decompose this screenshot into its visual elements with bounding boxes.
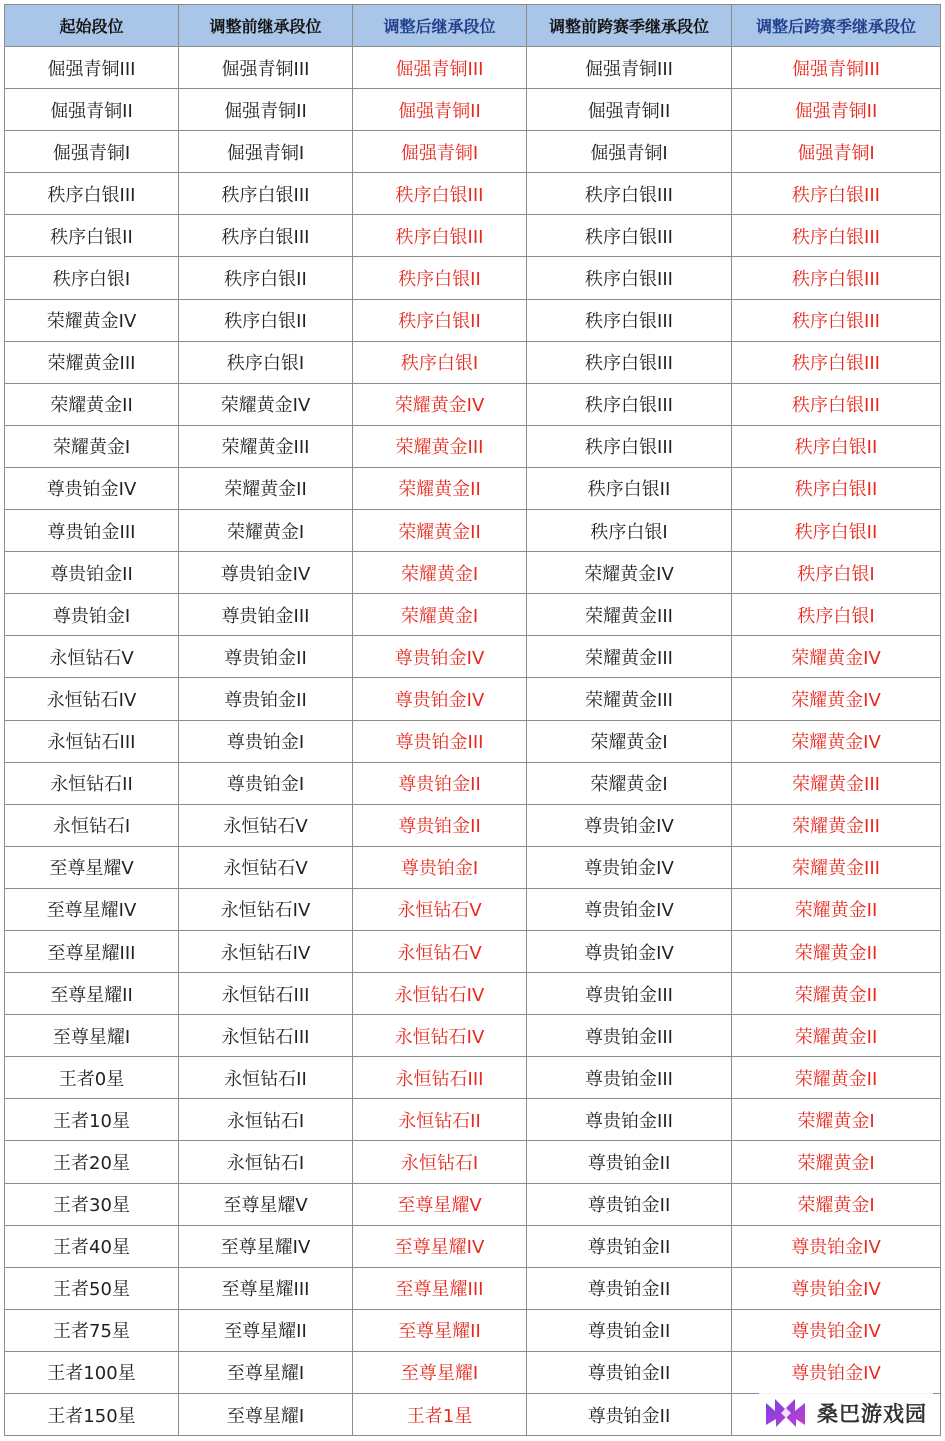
header-after-cross-season: 调整后跨赛季继承段位	[732, 5, 941, 47]
table-row	[5, 173, 941, 215]
table-cell: 王者0星	[5, 1057, 179, 1099]
table-cell: 秩序白银III	[353, 215, 527, 257]
watermark-text: 桑巴游戏园	[817, 1402, 927, 1426]
table-row	[5, 215, 941, 257]
table-cell: 尊贵铂金I	[5, 594, 179, 636]
table-cell: 秩序白银III	[527, 215, 732, 257]
table-row	[5, 1141, 941, 1183]
table-cell: 倔强青铜III	[353, 47, 527, 89]
table-cell: 至尊星耀III	[353, 1267, 527, 1309]
table-cell: 秩序白银III	[527, 383, 732, 425]
table-cell: 倔强青铜II	[732, 89, 941, 131]
table-row	[5, 1183, 941, 1225]
table-cell: 尊贵铂金II	[527, 1394, 732, 1436]
table-cell: 永恒钻石III	[353, 1057, 527, 1099]
watermark	[759, 1391, 933, 1435]
table-row	[5, 846, 941, 888]
rank-inheritance-table	[4, 4, 941, 1436]
table-cell: 尊贵铂金II	[5, 552, 179, 594]
table-cell: 秩序白银III	[527, 341, 732, 383]
table-row	[5, 888, 941, 930]
table-cell: 秩序白银II	[732, 510, 941, 552]
table-cell: 王者1星	[353, 1394, 527, 1436]
table-cell: 永恒钻石I	[179, 1099, 353, 1141]
table-cell: 秩序白银I	[353, 341, 527, 383]
table-cell: 荣耀黄金II	[179, 467, 353, 509]
table-cell: 至尊星耀I	[179, 1351, 353, 1393]
table-cell: 秩序白银III	[353, 173, 527, 215]
table-cell: 永恒钻石II	[353, 1099, 527, 1141]
table-cell: 荣耀黄金II	[732, 973, 941, 1015]
table-cell: 尊贵铂金IV	[353, 636, 527, 678]
table-cell: 尊贵铂金IV	[527, 846, 732, 888]
table-cell: 荣耀黄金IV	[179, 383, 353, 425]
table-cell: 倔强青铜III	[527, 47, 732, 89]
table-cell: 秩序白银III	[527, 299, 732, 341]
table-cell: 尊贵铂金III	[353, 720, 527, 762]
table-cell: 秩序白银II	[732, 425, 941, 467]
table-cell: 永恒钻石III	[5, 720, 179, 762]
table-row	[5, 1225, 941, 1267]
table-row	[5, 257, 941, 299]
table-cell: 尊贵铂金II	[527, 1351, 732, 1393]
sangba-logo-icon	[763, 1395, 809, 1431]
table-row	[5, 425, 941, 467]
table-cell: 至尊星耀IV	[179, 1225, 353, 1267]
table-cell: 至尊星耀III	[179, 1267, 353, 1309]
table-cell: 荣耀黄金IV	[353, 383, 527, 425]
table-cell: 荣耀黄金II	[732, 1015, 941, 1057]
table-cell: 荣耀黄金II	[353, 467, 527, 509]
table-cell: 永恒钻石V	[179, 804, 353, 846]
table-cell: 秩序白银I	[732, 552, 941, 594]
table-row	[5, 594, 941, 636]
table-cell: 尊贵铂金IV	[732, 1309, 941, 1351]
table-cell: 倔强青铜II	[5, 89, 179, 131]
table-cell: 秩序白银II	[179, 299, 353, 341]
table-cell: 荣耀黄金I	[353, 552, 527, 594]
table-cell: 荣耀黄金IV	[732, 678, 941, 720]
table-cell: 永恒钻石IV	[179, 930, 353, 972]
table-cell: 至尊星耀III	[5, 930, 179, 972]
table-cell: 荣耀黄金III	[527, 594, 732, 636]
table-cell: 秩序白银III	[732, 215, 941, 257]
table-cell: 尊贵铂金III	[527, 1099, 732, 1141]
table-cell: 秩序白银III	[732, 173, 941, 215]
table-cell: 荣耀黄金III	[732, 762, 941, 804]
table-cell: 尊贵铂金IV	[527, 804, 732, 846]
table-cell: 荣耀黄金III	[353, 425, 527, 467]
table-cell: 永恒钻石V	[179, 846, 353, 888]
table-row	[5, 510, 941, 552]
table-cell: 秩序白银III	[179, 173, 353, 215]
table-row	[5, 762, 941, 804]
table-cell: 永恒钻石V	[353, 930, 527, 972]
table-cell: 尊贵铂金III	[527, 973, 732, 1015]
table-row	[5, 1351, 941, 1393]
table-cell: 永恒钻石IV	[5, 678, 179, 720]
table-cell: 王者40星	[5, 1225, 179, 1267]
table-cell: 永恒钻石II	[5, 762, 179, 804]
header-before-cross-season: 调整前跨赛季继承段位	[527, 5, 732, 47]
table-cell: 秩序白银III	[732, 383, 941, 425]
table-cell: 秩序白银II	[527, 467, 732, 509]
table-cell: 尊贵铂金III	[179, 594, 353, 636]
table-cell: 至尊星耀V	[5, 846, 179, 888]
table-cell: 倔强青铜II	[179, 89, 353, 131]
header-before-inherit: 调整前继承段位	[179, 5, 353, 47]
table-cell: 尊贵铂金II	[353, 804, 527, 846]
table-cell: 荣耀黄金I	[732, 1099, 941, 1141]
table-cell: 永恒钻石V	[353, 888, 527, 930]
table-cell: 倔强青铜I	[179, 131, 353, 173]
table-cell: 尊贵铂金I	[353, 846, 527, 888]
table-cell: 秩序白银III	[5, 173, 179, 215]
table-cell: 荣耀黄金II	[5, 383, 179, 425]
table-cell: 至尊星耀I	[5, 1015, 179, 1057]
table-cell: 尊贵铂金II	[527, 1141, 732, 1183]
table-cell: 荣耀黄金II	[732, 930, 941, 972]
table-cell: 荣耀黄金I	[732, 1183, 941, 1225]
table-cell: 秩序白银II	[732, 467, 941, 509]
table-cell: 荣耀黄金III	[732, 804, 941, 846]
table-cell: 永恒钻石I	[179, 1141, 353, 1183]
table-cell: 秩序白银II	[5, 215, 179, 257]
table-cell: 荣耀黄金I	[5, 425, 179, 467]
table-cell: 尊贵铂金II	[353, 762, 527, 804]
table-cell: 王者10星	[5, 1099, 179, 1141]
table-row	[5, 636, 941, 678]
table-cell: 至尊星耀II	[353, 1309, 527, 1351]
table-cell: 至尊星耀II	[5, 973, 179, 1015]
table-cell: 尊贵铂金IV	[527, 888, 732, 930]
table-cell: 至尊星耀I	[179, 1394, 353, 1436]
table-cell: 尊贵铂金IV	[179, 552, 353, 594]
table-cell: 尊贵铂金IV	[732, 1225, 941, 1267]
table-cell: 秩序白银III	[179, 215, 353, 257]
table-cell: 王者30星	[5, 1183, 179, 1225]
table-cell: 永恒钻石I	[5, 804, 179, 846]
table-cell: 尊贵铂金III	[527, 1057, 732, 1099]
table-cell: 尊贵铂金IV	[732, 1267, 941, 1309]
table-cell: 秩序白银III	[527, 257, 732, 299]
table-cell: 尊贵铂金I	[179, 762, 353, 804]
table-cell: 尊贵铂金II	[179, 678, 353, 720]
table-cell: 至尊星耀I	[353, 1351, 527, 1393]
table-cell: 尊贵铂金II	[527, 1267, 732, 1309]
table-cell: 秩序白银II	[353, 257, 527, 299]
table-row	[5, 1057, 941, 1099]
table-cell: 尊贵铂金I	[179, 720, 353, 762]
table-cell: 荣耀黄金I	[527, 762, 732, 804]
table-row	[5, 973, 941, 1015]
table-cell: 秩序白银III	[527, 173, 732, 215]
table-cell: 倔强青铜I	[732, 131, 941, 173]
table-cell: 永恒钻石I	[353, 1141, 527, 1183]
table-cell: 永恒钻石IV	[353, 973, 527, 1015]
table-cell: 永恒钻石IV	[179, 888, 353, 930]
table-cell: 荣耀黄金I	[179, 510, 353, 552]
table-cell: 尊贵铂金IV	[5, 467, 179, 509]
table-cell: 永恒钻石III	[179, 973, 353, 1015]
table-cell: 王者75星	[5, 1309, 179, 1351]
table-row	[5, 1309, 941, 1351]
table-row	[5, 930, 941, 972]
table-cell: 王者100星	[5, 1351, 179, 1393]
table-cell: 秩序白银II	[353, 299, 527, 341]
table-cell: 王者20星	[5, 1141, 179, 1183]
table-cell: 尊贵铂金IV	[732, 1351, 941, 1393]
table-row	[5, 131, 941, 173]
table-cell: 倔强青铜III	[732, 47, 941, 89]
table-cell: 至尊星耀II	[179, 1309, 353, 1351]
table-cell: 荣耀黄金I	[353, 594, 527, 636]
table-cell: 荣耀黄金IV	[527, 552, 732, 594]
table-cell: 倔强青铜II	[527, 89, 732, 131]
table-cell: 倔强青铜I	[527, 131, 732, 173]
table-row	[5, 720, 941, 762]
table-cell: 秩序白银III	[732, 299, 941, 341]
header-after-inherit: 调整后继承段位	[353, 5, 527, 47]
table-cell: 荣耀黄金I	[732, 1141, 941, 1183]
table-cell: 至尊星耀IV	[5, 888, 179, 930]
table-cell: 尊贵铂金II	[179, 636, 353, 678]
table-row	[5, 552, 941, 594]
table-cell: 荣耀黄金II	[353, 510, 527, 552]
table-cell: 荣耀黄金III	[732, 846, 941, 888]
table-cell: 秩序白银II	[179, 257, 353, 299]
table-header-row	[5, 5, 941, 47]
table-cell: 荣耀黄金II	[732, 1057, 941, 1099]
table-cell: 永恒钻石IV	[353, 1015, 527, 1057]
table-row	[5, 1015, 941, 1057]
table-row	[5, 467, 941, 509]
table-cell: 至尊星耀V	[353, 1183, 527, 1225]
table-cell: 秩序白银III	[732, 341, 941, 383]
table-cell: 荣耀黄金III	[179, 425, 353, 467]
table-cell: 秩序白银I	[527, 510, 732, 552]
table-row	[5, 1267, 941, 1309]
table-cell: 永恒钻石V	[5, 636, 179, 678]
table-cell: 尊贵铂金II	[527, 1309, 732, 1351]
table-row	[5, 383, 941, 425]
table-row	[5, 47, 941, 89]
table-cell: 尊贵铂金III	[5, 510, 179, 552]
table-cell: 秩序白银I	[5, 257, 179, 299]
table-cell: 王者150星	[5, 1394, 179, 1436]
table-cell: 荣耀黄金III	[527, 636, 732, 678]
table-cell: 至尊星耀V	[179, 1183, 353, 1225]
table-row	[5, 678, 941, 720]
table-row	[5, 89, 941, 131]
table-row	[5, 1099, 941, 1141]
table-cell: 荣耀黄金II	[732, 888, 941, 930]
table-cell: 秩序白银I	[732, 594, 941, 636]
table-cell: 荣耀黄金IV	[5, 299, 179, 341]
table-row	[5, 299, 941, 341]
table-cell: 尊贵铂金III	[527, 1015, 732, 1057]
table-cell: 尊贵铂金IV	[353, 678, 527, 720]
table-cell: 倔强青铜I	[5, 131, 179, 173]
table-body	[5, 47, 941, 1436]
table-cell: 荣耀黄金III	[5, 341, 179, 383]
table-cell: 秩序白银I	[179, 341, 353, 383]
table-cell: 王者50星	[5, 1267, 179, 1309]
table-cell: 倔强青铜II	[353, 89, 527, 131]
table-cell: 荣耀黄金I	[527, 720, 732, 762]
table-cell: 荣耀黄金IV	[732, 720, 941, 762]
table-cell: 倔强青铜III	[5, 47, 179, 89]
header-start-rank: 起始段位	[5, 5, 179, 47]
table-cell: 倔强青铜I	[353, 131, 527, 173]
table-row	[5, 341, 941, 383]
table-cell: 荣耀黄金III	[527, 678, 732, 720]
table-cell: 荣耀黄金IV	[732, 636, 941, 678]
table-cell: 至尊星耀IV	[353, 1225, 527, 1267]
table-cell: 秩序白银III	[732, 257, 941, 299]
table-cell: 永恒钻石III	[179, 1015, 353, 1057]
table-cell: 秩序白银III	[527, 425, 732, 467]
table-cell: 永恒钻石II	[179, 1057, 353, 1099]
table-cell: 尊贵铂金II	[527, 1225, 732, 1267]
table-cell: 尊贵铂金IV	[527, 930, 732, 972]
table-row	[5, 804, 941, 846]
table-cell: 尊贵铂金II	[527, 1183, 732, 1225]
table-cell: 倔强青铜III	[179, 47, 353, 89]
